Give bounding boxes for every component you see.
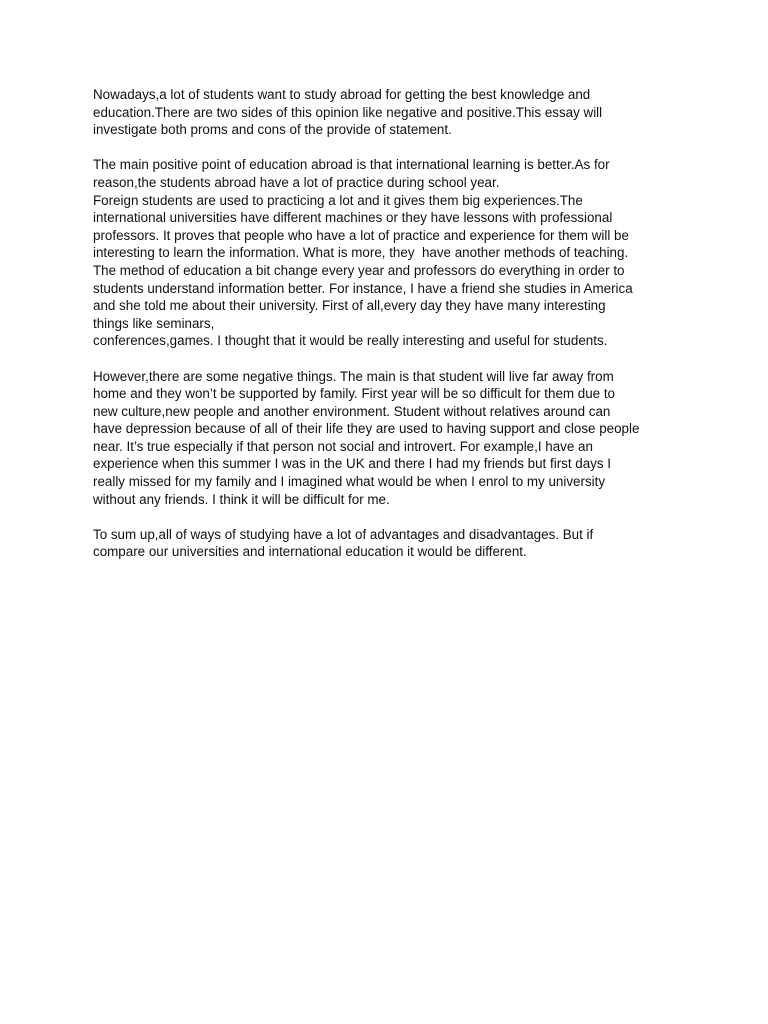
text-line: However,there are some negative things. The main is that student will live far away from	[93, 368, 614, 384]
text-line: have depression because of all of their life they are used to having support and close people	[93, 421, 640, 437]
text-line: Nowadays,a lot of students want to study abroad for getting the best knowledge and	[93, 87, 591, 102]
paragraph-introduction	[93, 86, 683, 139]
text-line: new culture,new people and another environment. Student without relatives around can	[93, 403, 611, 419]
text-line: international universities have different machines or they have lessons with professional	[93, 210, 613, 226]
text-line: near. It’s true especially if that person not social and introvert. For example,I have an	[93, 438, 593, 454]
text-line: students understand information better. For instance, I have a friend she studies in America	[93, 280, 633, 296]
essay-body	[93, 86, 683, 579]
text-line: To sum up,all of ways of studying have a lot of advantages and disadvantages. But if	[93, 526, 594, 542]
paragraph-conclusion	[93, 526, 683, 561]
paragraph-positive	[93, 156, 683, 350]
text-line: interesting to learn the information. What is more, they have another methods of teaching.	[93, 245, 629, 261]
text-line: home and they won’t be supported by family. First year will be so difficult for them due to	[93, 386, 615, 402]
text-line: The method of education a bit change every year and professors do everything in order to	[93, 262, 625, 278]
text-line: Foreign students are used to practicing a lot and it gives them big experiences.The	[93, 192, 583, 208]
text-line: without any friends. I think it will be difficult for me.	[93, 491, 390, 507]
text-line: compare our universities and international education it would be different.	[93, 544, 527, 560]
text-line: and she told me about their university. First of all,every day they have many interesting	[93, 298, 606, 314]
paragraph-negative	[93, 368, 683, 509]
text-line: education.There are two sides of this opinion like negative and positive.This essay will	[93, 104, 603, 120]
text-line: experience when this summer I was in the UK and there I had my friends but first days I	[93, 456, 612, 472]
text-line: investigate both proms and cons of the provide of statement.	[93, 122, 452, 138]
text-line: professors. It proves that people who have a lot of practice and experience for them will be	[93, 227, 629, 243]
text-line: The main positive point of education abroad is that international learning is better.As for	[93, 157, 610, 173]
text-line: things like seminars,	[93, 315, 215, 331]
text-line: conferences,games. I thought that it would be really interesting and useful for students.	[93, 333, 608, 349]
text-line: really missed for my family and I imagined what would be when I enrol to my university	[93, 474, 606, 490]
text-line: reason,the students abroad have a lot of practice during school year.	[93, 174, 500, 190]
